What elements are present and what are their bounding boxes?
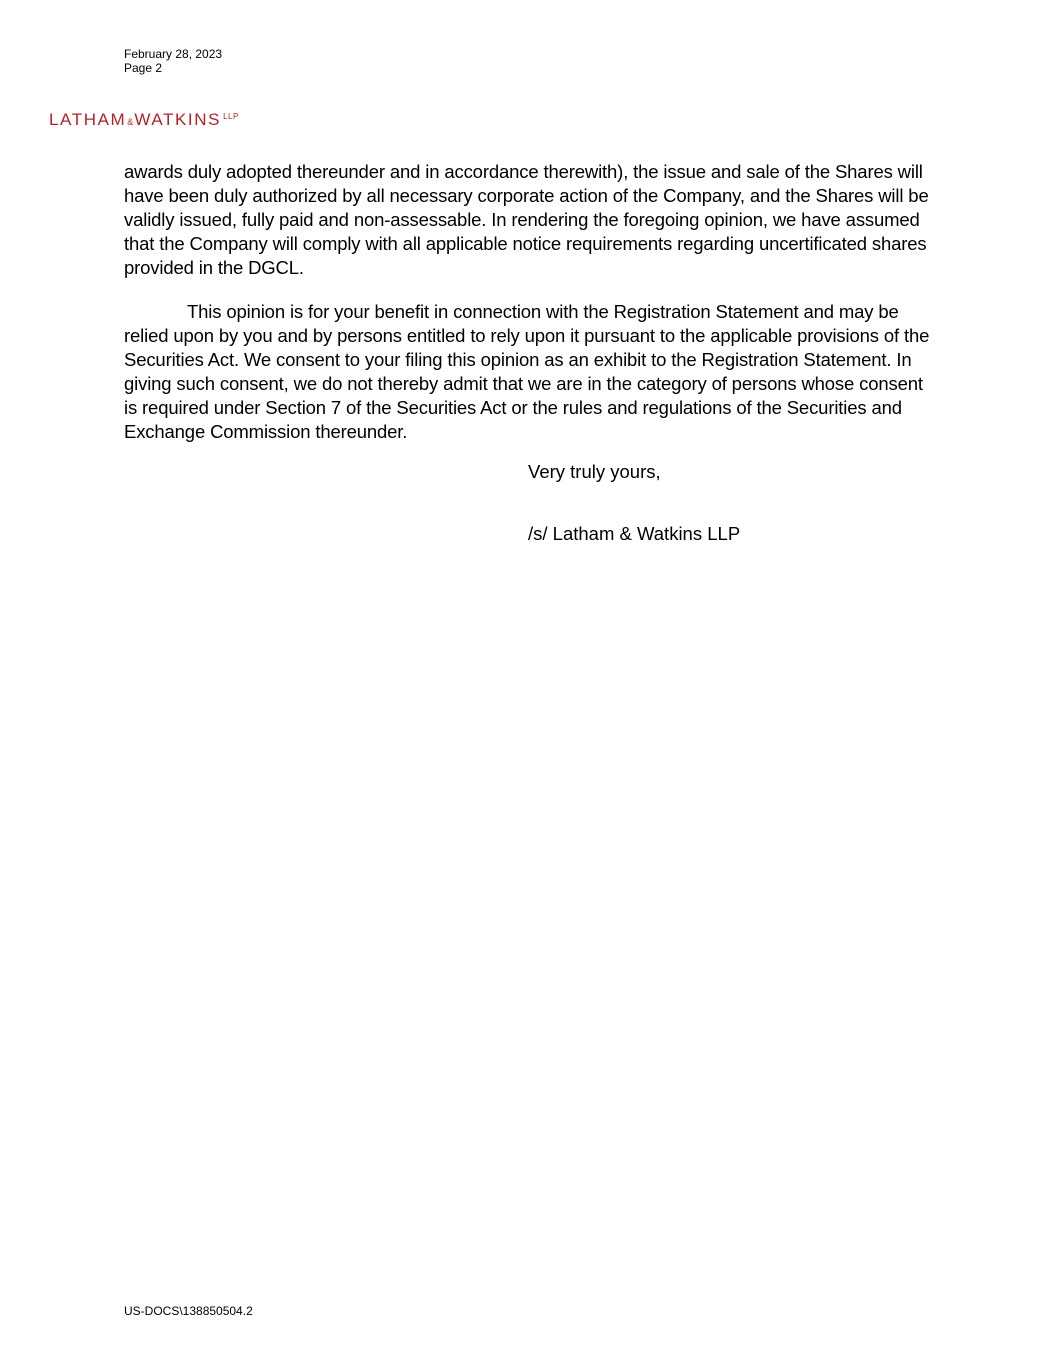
body-paragraph-2-text: This opinion is for your benefit in connection with the Registration Statement and may be relied upon by you and by persons entitled to rely upon it pursuant to the applicable provisions of the Securities Act. We consent to your filing this opinion as an exhibit to the Registration Statement. In giving such consent, we do not thereby admit that we are in the category of persons whose consent is required under Section 7 of the Securities Act or the rules and regulations of the Securities and Exchange Commission thereunder. (124, 301, 930, 442)
logo-name-part2: WATKINS (134, 110, 222, 129)
letter-date: February 28, 2023 (124, 47, 223, 61)
closing-salutation: Very truly yours, (528, 461, 661, 482)
letter-body (124, 160, 936, 444)
logo-ampersand: & (127, 117, 134, 127)
signature-line: /s/ Latham & Watkins LLP (528, 523, 741, 544)
body-paragraph-1: awards duly adopted thereunder and in accordance therewith), the issue and sale of the Shares will have been duly authorized by all necessary corporate action of the Company, and the Shares will be validly issued, fully paid and non-assessable. In rendering the foregoing opinion, we have assumed that the Company will comply with all applicable notice requirements regarding uncertificated shares provided in the DGCL. (124, 161, 929, 278)
document-id: US-DOCS\138850504.2 (124, 1304, 253, 1318)
page-number: Page 2 (124, 61, 163, 75)
firm-logo (49, 110, 239, 130)
body-paragraph-2 (124, 300, 936, 444)
logo-name-part1: LATHAM (49, 110, 127, 129)
logo-suffix: LLP (223, 112, 239, 121)
page-header (124, 47, 222, 75)
